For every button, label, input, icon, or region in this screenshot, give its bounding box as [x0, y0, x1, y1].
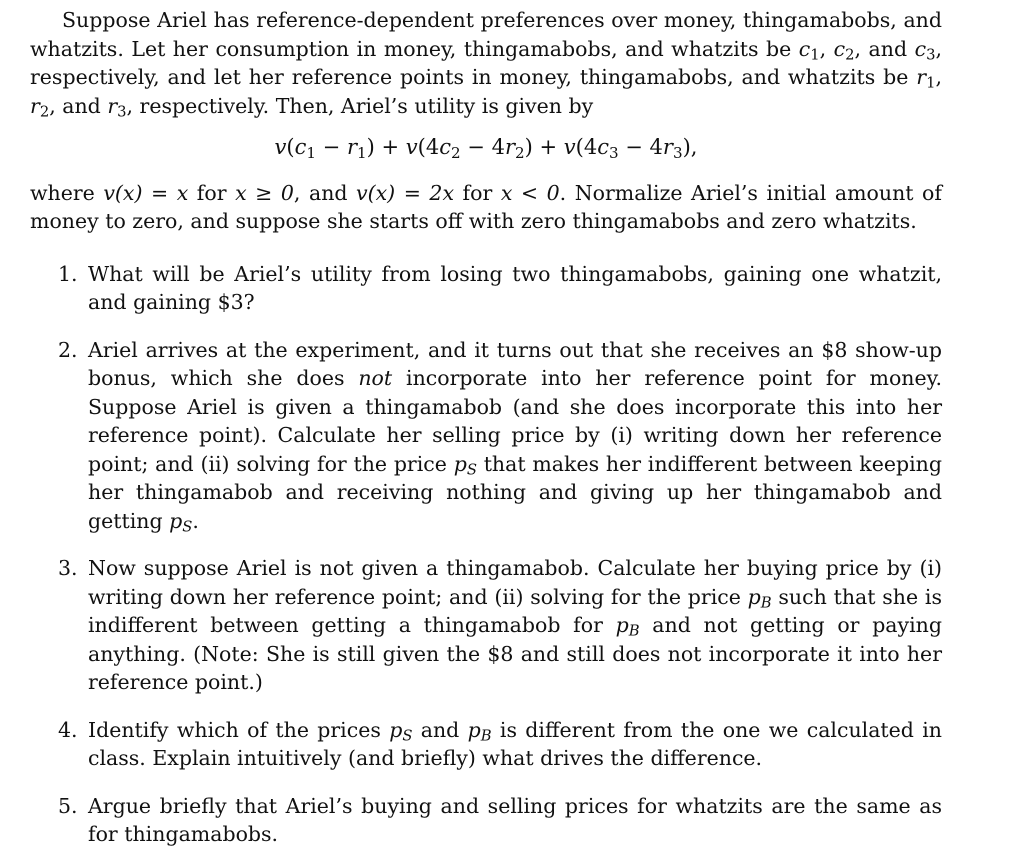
definition-paragraph: where v(x) = x for x ≥ 0, and v(x) = 2x for x < 0. Normalize Ariel’s initial amount of money to zero, and suppose she starts off with zero thingamabobs and zero whatzits.: [30, 180, 942, 233]
utility-equation: $v(c_1 - r_1) + v(4c_2 - 4r_2) + v(4c_3 - 4r_3)$,: [274, 135, 698, 162]
question-text: Argue briefly that Ariel’s buying and selling prices for whatzits are the same as for thingamabobs.: [88, 793, 942, 846]
question-item-2: 2. Ariel arrives at the experiment, and it turns out that she receives an $8 show-up bonus, which she does not incorporate into her reference point for money. Suppose Ariel is given a thingamabob (and she does incorporate this into her reference point). Calculate her selling price by (i) writing down her reference point; and (ii) solving for the price pS that makes her indifferent between keeping her thingamabob and receiving nothing and giving up her thingamabob and getting pS.: [58, 337, 943, 536]
intro-text-4: , respectively. Then, Ariel’s utility is given by: [126, 93, 594, 118]
question-item-5: [30, 792, 942, 849]
question-number: 4.: [58, 717, 78, 742]
question-item-4: 4. Identify which of the prices pS and pB is different from the one we calculated in class. Explain intuitively (and briefly) what drives the difference.: [58, 717, 942, 770]
question-number: 1.: [58, 261, 78, 286]
question-list: [30, 260, 942, 849]
question-text: What will be Ariel’s utility from losing two thingamabobs, gaining one whatzit, and gaining $3?: [88, 261, 942, 314]
question-number: 2.: [58, 337, 78, 362]
intro-text-1: Suppose Ariel has reference-dependent preferences over money, thingamabobs, and whatzits. Let her consumption in money, thingamabobs, and whatzits be: [30, 8, 942, 61]
intro-text-3: , respectively, and let her reference points in money, thingamabobs, and whatzits be: [30, 36, 942, 89]
question-item-3: 3. Now suppose Ariel is not given a thingamabob. Calculate her buying price by (i) writing down her reference point; and (ii) solving for the price pB such that she is indifferent between getting a thingamabob for pB and not getting or paying anything. (Note: She is still given the $8 and still does not incorporate it into her reference point.): [58, 556, 942, 694]
document-page: [30, 6, 942, 868]
intro-paragraph: Suppose Ariel has reference-dependent preferences over money, thingamabobs, and whatzits. Let her consumption in money, thingamabobs, and whatzits be $c_1$, $c_2$, and $c_3$, respectively, and let her reference points in money, thingamabobs, and whatzits be $r_1$, $r_2$, and $r_3$, respectively. Then, Ariel’s utility is given by: [30, 8, 942, 121]
question-number: 3.: [58, 556, 78, 580]
definition-text-3: . Normalize Ariel’s initial amount of money to zero, and suppose she starts off with zero thingamabobs and zero whatzits.: [30, 180, 942, 233]
question-item-1: [30, 260, 942, 317]
question-number: 5.: [58, 793, 78, 818]
